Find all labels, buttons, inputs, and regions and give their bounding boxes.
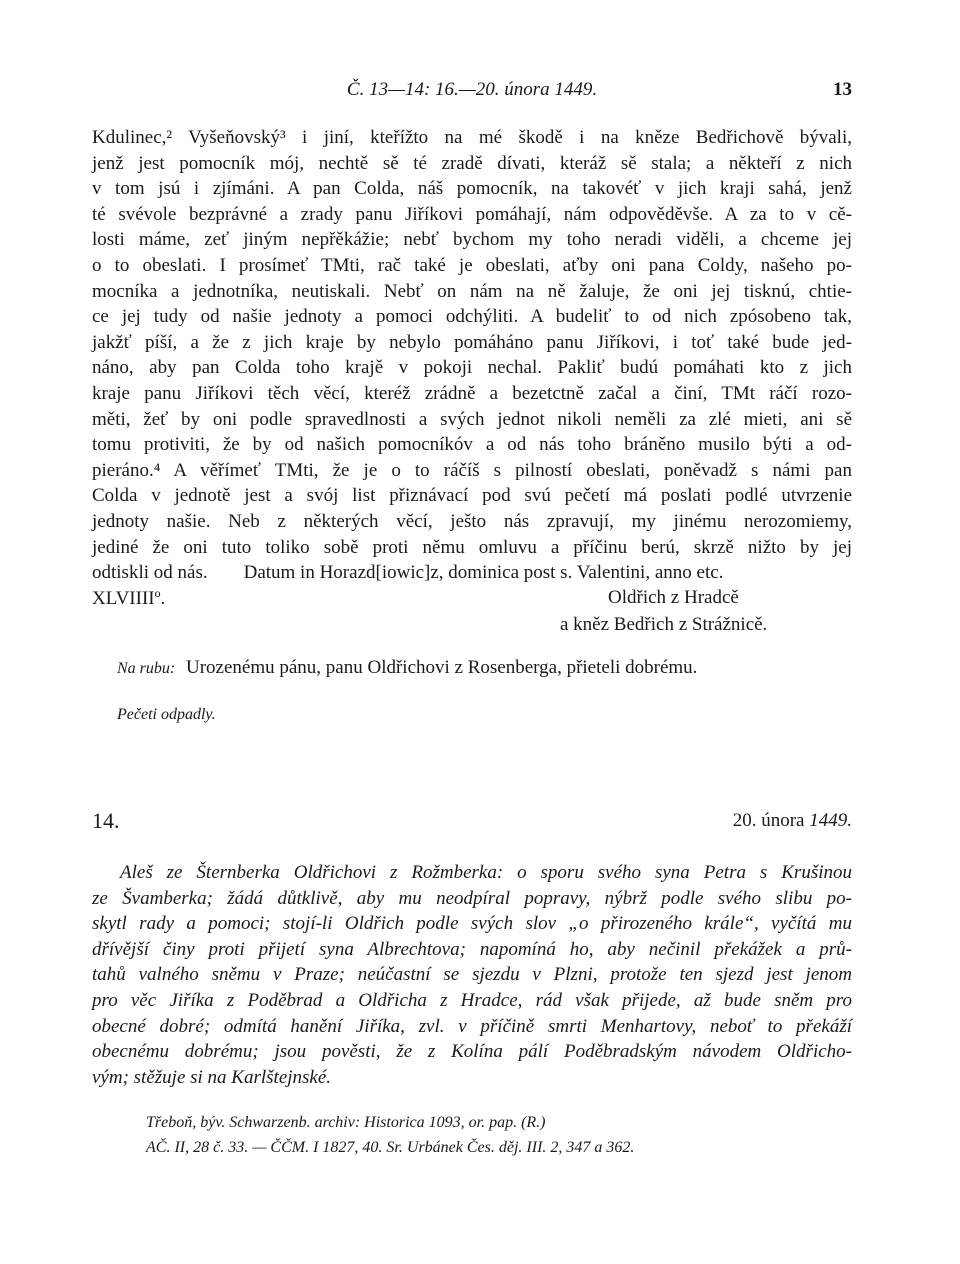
regest-line: pro věc Jiříka z Poděbrad a Oldřicha z Hradce, rád však přijede, až bude sněm pro xyxy=(92,989,852,1011)
letter-line: jediné že oni tuto toliko sobě proti němu omluvu a příčinu berú, skrzě nižto by jej xyxy=(92,536,852,558)
regest-line: skytl rady a pomoci; stojí-li Oldřich podle svých slov „o přirozeného krále“, vyčítá mu xyxy=(92,913,852,935)
letter-line: Colda v jednotě jest a svój list přiznávací pod svú pečetí má poslati podlé utvrzenie xyxy=(92,485,852,507)
regest-line: tahů valného sněmu v Praze; neúčastní se sjezdu v Plzni, protože ten sjezd jest jenom xyxy=(92,964,852,986)
regest xyxy=(92,860,852,1090)
regest-line: vým; stěžuje si na Karlštejnské. xyxy=(92,1066,332,1088)
letter-body xyxy=(92,125,852,611)
running-head-title: Č. 13—14: 16.—20. února 1449. xyxy=(346,79,598,100)
page-number: 13 xyxy=(833,79,852,100)
letter-line: v tom jsú i zjímáni. A pan Colda, náš pomocník, na takovéť v jich kraji sahá, jenž xyxy=(92,178,852,200)
regest-line: ze Švamberka; žádá důtklivě, aby mu neodpíral popravy, nýbrž podle svého slibu po- xyxy=(92,887,852,909)
letter-line-dating xyxy=(92,560,852,586)
letter-line: pieráno.⁴ A věřímeť TMti, že je o to ráčíš s pilností obeslati, poněvadž s námi pan xyxy=(92,459,852,481)
endorsement xyxy=(117,655,697,682)
regest-line: obecné dobré; odmítá hanění Jiříka, zvl. v příčině smrti Menhartovy, neboť to překáží xyxy=(92,1015,852,1037)
letter-line: losti máme, zeť jiným nepřěkážie; nebť bychom my toho neradi viděli, a chceme jej xyxy=(92,229,852,251)
letter-line: náno, aby pan Colda toho krajě v pokoji nechal. Pakliť budú pomáhati kto z jich xyxy=(92,357,852,379)
regest-line: Aleš ze Šternberka Oldřichovi z Rožmberka: o sporu svého syna Petra s Krušinou xyxy=(120,862,852,883)
letter-line: Kdulinec,² Vyšeňovský³ i jiní, kteřížto na mé škodě i na kněze Bedřichově bývali, xyxy=(92,127,852,148)
signature-oldrich: Oldřich z Hradcě xyxy=(608,587,739,608)
archive-reference: Třeboň, býv. Schwarzenb. archiv: Historica 1093, or. pap. (R.) xyxy=(146,1114,546,1131)
letter-line: kraje panu Jiříkovi těch věcí, kteréž zrádně a bezetctně začal a činí, TMt ráčí rozo- xyxy=(92,382,852,404)
seal-note: Pečeti odpadly. xyxy=(117,706,216,723)
source-notes xyxy=(146,1110,786,1160)
document-date-day: 20. února xyxy=(732,810,805,831)
letter-line-end: odtiskli od nás. xyxy=(92,562,208,584)
letter-line: měti, žeť by oni podle spravedlnosti a svých jednot nikoli neměli za zlé mieti, ani sě xyxy=(92,408,852,430)
letter-line: XLVIIIIº. xyxy=(92,587,166,609)
regest-line: dřívější činy proti přijetí syna Albrechtova; napomíná ho, aby nečinil překážek a prů- xyxy=(92,938,852,960)
letter-line: mocníka a jednotníka, neutiskali. Nebť on nám na ně žaluje, že oni jej tisknú, chtie- xyxy=(92,280,852,302)
letter-line: jenž jest pomocník mój, nechtě sě té zradě dívati, kteráž sě stala; a někteří z nich xyxy=(92,152,852,174)
document-date xyxy=(733,808,852,834)
datum-clause: Datum in Horazd[iowic]z, dominica post s. Valentini, anno etc. xyxy=(243,562,724,584)
letter-line: jednoty našie. Neb z některých věcí, ješto nás zpravují, my jinému nerozomiemy, xyxy=(92,510,852,532)
letter-line: jakžť píší, a že z jich kraje by nebylo pomáháno panu Jiříkovi, i toť také bude jed- xyxy=(92,331,852,353)
regest-line: obecnému dobrému; jsou pověsti, že z Kolína pálí Poděbradským návodem Oldřicho- xyxy=(92,1041,852,1063)
literature-reference: AČ. II, 28 č. 33. — ČČM. I 1827, 40. Sr. Urbánek Čes. děj. III. 2, 347 a 362. xyxy=(146,1139,635,1156)
signature-bedrich: a kněz Bedřich z Strážnicě. xyxy=(560,614,768,635)
endorsement-text: Urozenému pánu, panu Oldřichovi z Rosenberga, přieteli dobrému. xyxy=(185,657,698,678)
endorsement-label: Na rubu: xyxy=(117,660,176,677)
document-date-year: 1449. xyxy=(809,810,852,831)
letter-line: tomu protiviti, že by od našich pomocníkóv a od nás toho bráněno musilo býti a od- xyxy=(92,434,852,456)
letter-line: ce jej tudy od našie jednoty a pomoci odchýliti. A budeliť to od nich zpósobeno tak, xyxy=(92,306,852,328)
letter-line: o to obeslati. I prosímeť TMti, rač také je obeslati, aťby oni pana Coldy, našeho po- xyxy=(92,254,852,276)
letter-line: té svévole bezprávné a zrady panu Jiříkovi pomáhají, nám odpověděvše. A za to v cě- xyxy=(92,203,852,225)
document-number: 14. xyxy=(92,808,120,833)
